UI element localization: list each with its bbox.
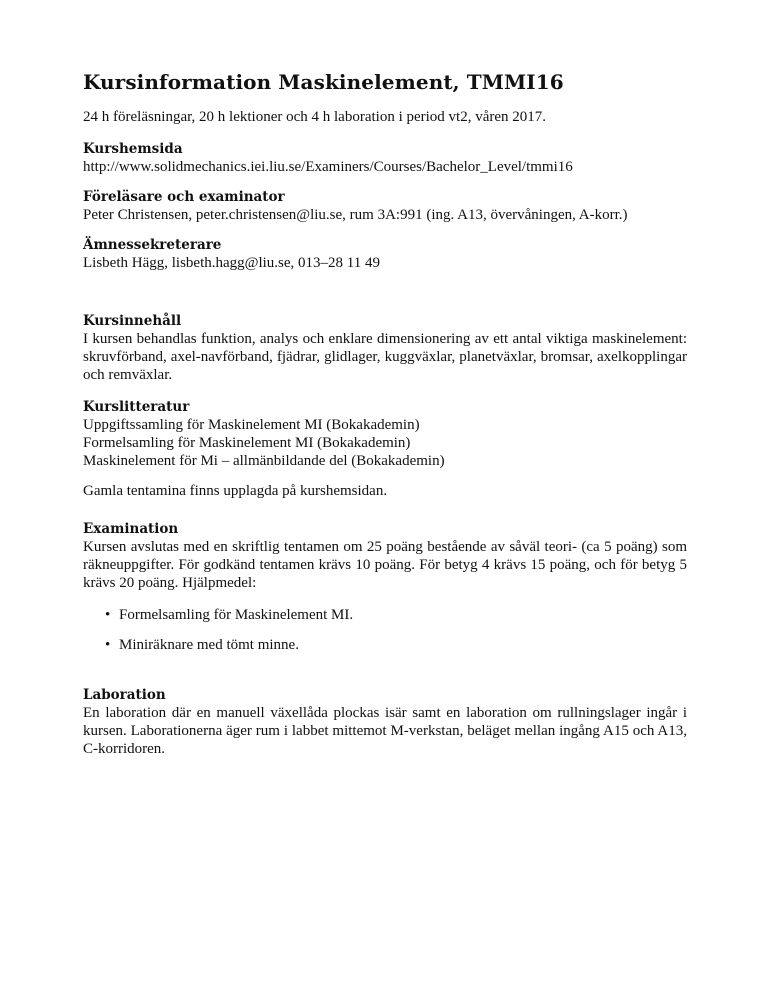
- document-page: [83, 68, 687, 770]
- list-item: [103, 606, 687, 624]
- kurshemsida-heading: Kurshemsida: [83, 141, 183, 157]
- section-kurshemsida: [83, 140, 687, 176]
- forelasare-text: Peter Christensen, peter.christensen@liu.se, rum 3A:991 (ing. A13, övervåningen, A-korr.): [83, 207, 628, 223]
- kurslitteratur-item: Maskinelement för Mi – allmänbildande del (Bokakademin): [83, 453, 445, 469]
- section-laboration: [83, 686, 687, 758]
- kursinnehall-heading: Kursinnehåll: [83, 313, 182, 329]
- examination-heading: Examination: [83, 521, 179, 537]
- examination-text: Kursen avslutas med en skriftlig tentamen om 25 poäng bestående av såväl teori- (ca 5 poäng) som räkneuppgifter. För godkänd tentamen krävs 10 poäng. För betyg 4 krävs 15 poäng, och för betyg 5 krävs 20 poäng. Hjälpmedel:: [83, 539, 687, 591]
- kurslitteratur-item: Formelsamling för Maskinelement MI (Bokakademin): [83, 435, 411, 451]
- kurslitteratur-heading: Kurslitteratur: [83, 399, 190, 415]
- kurshemsida-url: http://www.solidmechanics.iei.liu.se/Examiners/Courses/Bachelor_Level/tmmi16: [83, 159, 573, 175]
- spacer: [83, 470, 687, 482]
- amnessekreterare-heading: Ämnessekreterare: [83, 237, 222, 253]
- document-title: Kursinformation Maskinelement, TMMI16: [83, 70, 564, 94]
- list-item: [103, 636, 687, 654]
- section-forelasare: [83, 188, 687, 224]
- aid-text: Formelsamling för Maskinelement MI.: [119, 607, 354, 623]
- section-examination: [83, 520, 687, 654]
- examination-aids-list: [83, 606, 687, 654]
- kurslitteratur-item: Uppgiftssamling för Maskinelement MI (Bokakademin): [83, 417, 420, 433]
- kursinnehall-text: I kursen behandlas funktion, analys och enklare dimensionering av ett antal viktiga maskinelement: skruvförband, axel-navförband, fjädrar, glidlager, kuggväxlar, planetväxlar, bromsar, axelkopplingar och remväxlar.: [83, 331, 687, 383]
- aid-text: Miniräknare med tömt minne.: [119, 637, 299, 653]
- laboration-heading: Laboration: [83, 687, 166, 703]
- section-amnessekreterare: [83, 236, 687, 272]
- amnessekreterare-text: Lisbeth Hägg, lisbeth.hagg@liu.se, 013–28 11 49: [83, 255, 380, 271]
- kurslitteratur-note: Gamla tentamina finns upplagda på kurshemsidan.: [83, 483, 388, 499]
- forelasare-heading: Föreläsare och examinator: [83, 189, 285, 205]
- bullet-icon: •: [105, 607, 111, 623]
- section-kursinnehall: [83, 312, 687, 384]
- bullet-icon: •: [105, 637, 111, 653]
- course-intro: 24 h föreläsningar, 20 h lektioner och 4 h laboration i period vt2, våren 2017.: [83, 109, 547, 125]
- section-kurslitteratur: [83, 398, 687, 500]
- laboration-text: En laboration där en manuell växellåda plockas isär samt en laboration om rullningslager ingår i kursen. Laborationerna äger rum i labbet mittemot M-verkstan, beläget mellan ingång A15 och A13, C-korridoren.: [83, 705, 687, 757]
